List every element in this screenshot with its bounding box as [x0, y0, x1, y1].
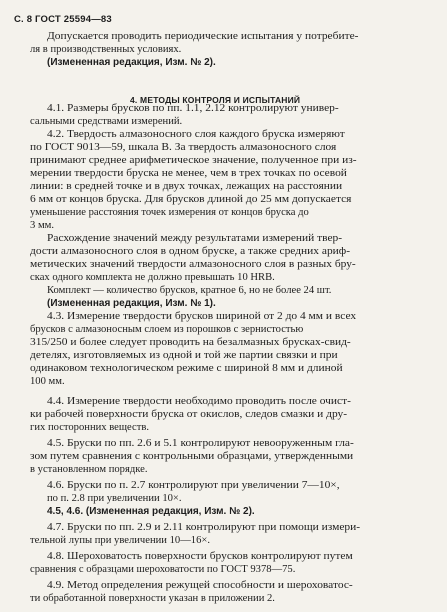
text-line: по п. 2.8 при увеличении 10×. [47, 493, 182, 504]
text-line: дости алмазоносного слоя в одном бруске, а также средних ариф- [30, 246, 351, 257]
text-line: 4.5, 4.6. (Измененная редакция, Изм. № 2). [47, 506, 255, 517]
text-line: 4.6. Бруски по п. 2.7 контролируют при увеличении 7—10×, [47, 480, 340, 491]
text-line: гих посторонних веществ. [30, 422, 149, 433]
text-line: 4.1. Размеры брусков по пп. 1.1, 2.12 контролируют универ- [47, 103, 339, 114]
text-line: 6 мм от концов бруска. Для брусков длиной до 25 мм допускается [30, 194, 352, 205]
text-line: мерении твердости бруска не менее, чем в трех точках по осевой [30, 168, 347, 179]
text-line: зом путем сравнения с контрольными образцами, утвержденными [30, 451, 354, 462]
text-line: (Измененная редакция, Изм. № 2). [47, 57, 216, 68]
text-line: принимают среднее арифметическое значение, полученное при из- [30, 155, 357, 166]
text-line: Допускается проводить периодические испытания у потребите- [47, 31, 359, 42]
text-line: 4.2. Твердость алмазоносного слоя каждого бруска измеряют [47, 129, 345, 140]
text-line: 3 мм. [30, 220, 55, 231]
text-line: по ГОСТ 9013—59, шкала В. За твердость алмазоносного слоя [30, 142, 337, 153]
text-line: сках одного комплекта не должно превышать 10 HRB. [30, 272, 275, 283]
text-line: ки рабочей поверхности бруска от окислов, следов смазки и дру- [30, 409, 348, 420]
section-title: 4. МЕТОДЫ КОНТРОЛЯ И ИСПЫТАНИЙ [130, 95, 301, 105]
text-line: 4.8. Шероховатость поверхности брусков контролируют путем [47, 551, 353, 562]
text-line: брусков с алмазоносным слоем из порошков с зернистостью [30, 324, 304, 335]
page-header: С. 8 ГОСТ 25594—83 [14, 14, 112, 25]
text-line: тельной лупы при увеличении 10—16×. [30, 535, 211, 546]
text-line: 4.3. Измерение твердости брусков шириной от 2 до 4 мм и всех [47, 311, 357, 322]
text-line: 4.7. Бруски по пп. 2.9 и 2.11 контролируют при помощи измери- [47, 522, 361, 533]
text-line: сравнения с образцами шероховатости по ГОСТ 9378—75. [30, 564, 296, 575]
text-line: ти обработанной поверхности указан в приложении 2. [30, 593, 275, 604]
text-line: сальными средствами измерений. [30, 116, 183, 127]
text-line: одинаковом технологическом режиме с шириной 8 мм и длиной [30, 363, 343, 374]
text-line: 4.9. Метод определения режущей способности и шероховатос- [47, 580, 353, 591]
text-line: ля в производственных условиях. [30, 44, 182, 55]
text-line: уменьшение расстояния точек измерения от концов бруска до [30, 207, 309, 218]
text-line: метических значений твердости алмазоносного слоя в разных бру- [30, 259, 356, 270]
text-line: линии: в средней точке и в двух точках, лежащих на расстоянии [30, 181, 343, 192]
text-line: в установленном порядке. [30, 464, 148, 475]
text-line: Комплект — количество брусков, кратное 6, но не более 24 шт. [47, 285, 332, 296]
text-line: Расхождение значений между результатами измерений твер- [47, 233, 343, 244]
text-line: 4.4. Измерение твердости необходимо проводить после очист- [47, 396, 351, 407]
text-line: 100 мм. [30, 376, 65, 387]
text-line: 315/250 и более следует проводить на безалмазных брусках-свид- [30, 337, 351, 348]
text-line: 4.5. Бруски по пп. 2.6 и 5.1 контролируют невооруженным гла- [47, 438, 354, 449]
text-line: детелях, изготовляемых из одной и той же партии связки и при [30, 350, 338, 361]
text-line: (Измененная редакция, Изм. № 1). [47, 298, 216, 309]
